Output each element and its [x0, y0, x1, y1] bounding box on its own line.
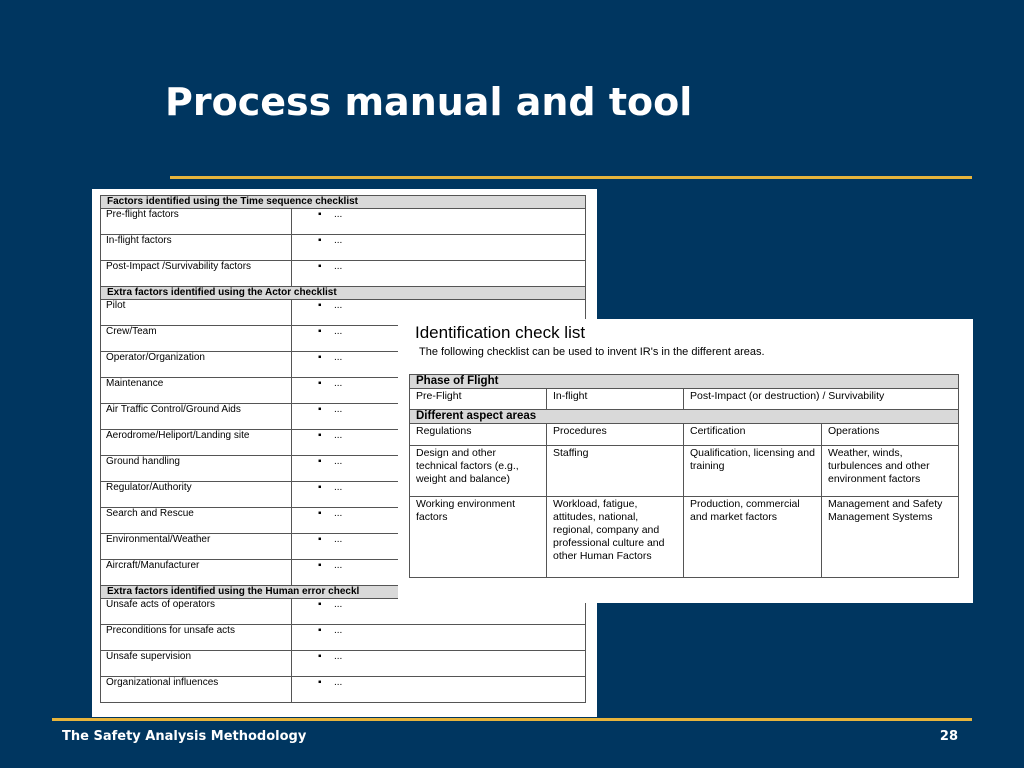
bullet-icon: ▪ — [318, 352, 322, 363]
table-row — [101, 625, 586, 651]
bullet-icon: ▪ — [318, 651, 322, 662]
identification-checklist-document — [398, 319, 973, 603]
factor-value: ... — [334, 625, 343, 636]
table-row — [410, 389, 959, 410]
aspect-cell: Regulations — [410, 424, 547, 446]
factor-value: ... — [334, 430, 343, 441]
aspect-areas-header: Different aspect areas — [410, 410, 959, 424]
factor-value: ... — [334, 352, 343, 363]
bullet-icon: ▪ — [318, 534, 322, 545]
factor-value: ... — [334, 560, 343, 571]
factor-value: ... — [334, 378, 343, 389]
phase-cell: In-flight — [547, 389, 684, 410]
factor-label: Unsafe acts of operators — [101, 599, 292, 625]
factor-label: Maintenance — [101, 378, 292, 404]
factor-value: ... — [334, 651, 343, 662]
aspect-cell: Qualification, licensing and training — [684, 446, 822, 497]
slide-title: Process manual and tool — [165, 80, 693, 124]
checklist-title: Identification check list — [415, 323, 586, 342]
factor-label: Crew/Team — [101, 326, 292, 352]
table-row — [101, 651, 586, 677]
factor-value: ... — [334, 508, 343, 519]
factor-label: Unsafe supervision — [101, 651, 292, 677]
factor-label: Air Traffic Control/Ground Aids — [101, 404, 292, 430]
identification-table — [409, 374, 959, 578]
factor-label: Environmental/Weather — [101, 534, 292, 560]
table-row — [410, 446, 959, 497]
phase-of-flight-header: Phase of Flight — [410, 375, 959, 389]
bullet-icon: ▪ — [318, 209, 322, 220]
bullet-icon: ▪ — [318, 599, 322, 610]
bullet-icon: ▪ — [318, 430, 322, 441]
bullet-icon: ▪ — [318, 378, 322, 389]
factor-value: ... — [334, 261, 343, 272]
factor-value: ... — [334, 456, 343, 467]
factor-label: Pre-flight factors — [101, 209, 292, 235]
factor-label: Regulator/Authority — [101, 482, 292, 508]
footer-divider — [52, 718, 972, 721]
aspect-cell: Certification — [684, 424, 822, 446]
factor-label: Aerodrome/Heliport/Landing site — [101, 430, 292, 456]
table-row — [101, 261, 586, 287]
factor-label: Ground handling — [101, 456, 292, 482]
factor-label: Preconditions for unsafe acts — [101, 625, 292, 651]
table-row — [101, 209, 586, 235]
factor-value: ... — [334, 482, 343, 493]
table-row — [410, 497, 959, 578]
table-row — [410, 424, 959, 446]
aspect-cell: Procedures — [547, 424, 684, 446]
aspect-cell: Management and Safety Management Systems — [822, 497, 959, 578]
phase-cell: Pre-Flight — [410, 389, 547, 410]
bullet-icon: ▪ — [318, 625, 322, 636]
bullet-icon: ▪ — [318, 261, 322, 272]
checklist-subtitle: The following checklist can be used to invent IR's in the different areas. — [419, 346, 765, 358]
bullet-icon: ▪ — [318, 456, 322, 467]
aspect-cell: Operations — [822, 424, 959, 446]
bullet-icon: ▪ — [318, 508, 322, 519]
bullet-icon: ▪ — [318, 300, 322, 311]
bullet-icon: ▪ — [318, 235, 322, 246]
section-header-time-sequence: Factors identified using the Time sequence checklist — [101, 196, 586, 209]
factor-value: ... — [334, 326, 343, 337]
table-row — [101, 677, 586, 703]
table-row — [101, 235, 586, 261]
section-header-actor: Extra factors identified using the Actor checklist — [101, 287, 586, 300]
factor-label: Pilot — [101, 300, 292, 326]
factor-value: ... — [334, 235, 343, 246]
aspect-cell: Staffing — [547, 446, 684, 497]
page-number: 28 — [939, 729, 958, 744]
bullet-icon: ▪ — [318, 404, 322, 415]
factor-value: ... — [334, 300, 343, 311]
factor-value: ... — [334, 599, 343, 610]
phase-cell: Post-Impact (or destruction) / Survivability — [684, 389, 959, 410]
title-divider — [170, 176, 972, 179]
factor-value: ... — [334, 534, 343, 545]
aspect-cell: Production, commercial and market factors — [684, 497, 822, 578]
factor-value: ... — [334, 209, 343, 220]
factor-label: Search and Rescue — [101, 508, 292, 534]
factor-label: In-flight factors — [101, 235, 292, 261]
footer-title: The Safety Analysis Methodology — [62, 729, 307, 744]
bullet-icon: ▪ — [318, 326, 322, 337]
factor-value: ... — [334, 677, 343, 688]
factor-label: Organizational influences — [101, 677, 292, 703]
bullet-icon: ▪ — [318, 482, 322, 493]
aspect-cell: Working environment factors — [410, 497, 547, 578]
factor-label: Operator/Organization — [101, 352, 292, 378]
section-header-human-error: Extra factors identified using the Human error checkl — [101, 586, 586, 599]
bullet-icon: ▪ — [318, 560, 322, 571]
bullet-icon: ▪ — [318, 677, 322, 688]
aspect-cell: Design and other technical factors (e.g., weight and balance) — [410, 446, 547, 497]
factor-label: Aircraft/Manufacturer — [101, 560, 292, 586]
aspect-cell: Weather, winds, turbulences and other environment factors — [822, 446, 959, 497]
aspect-cell: Workload, fatigue, attitudes, national, regional, company and professional culture and other Human Factors — [547, 497, 684, 578]
factor-value: ... — [334, 404, 343, 415]
factor-label: Post-Impact /Survivability factors — [101, 261, 292, 287]
